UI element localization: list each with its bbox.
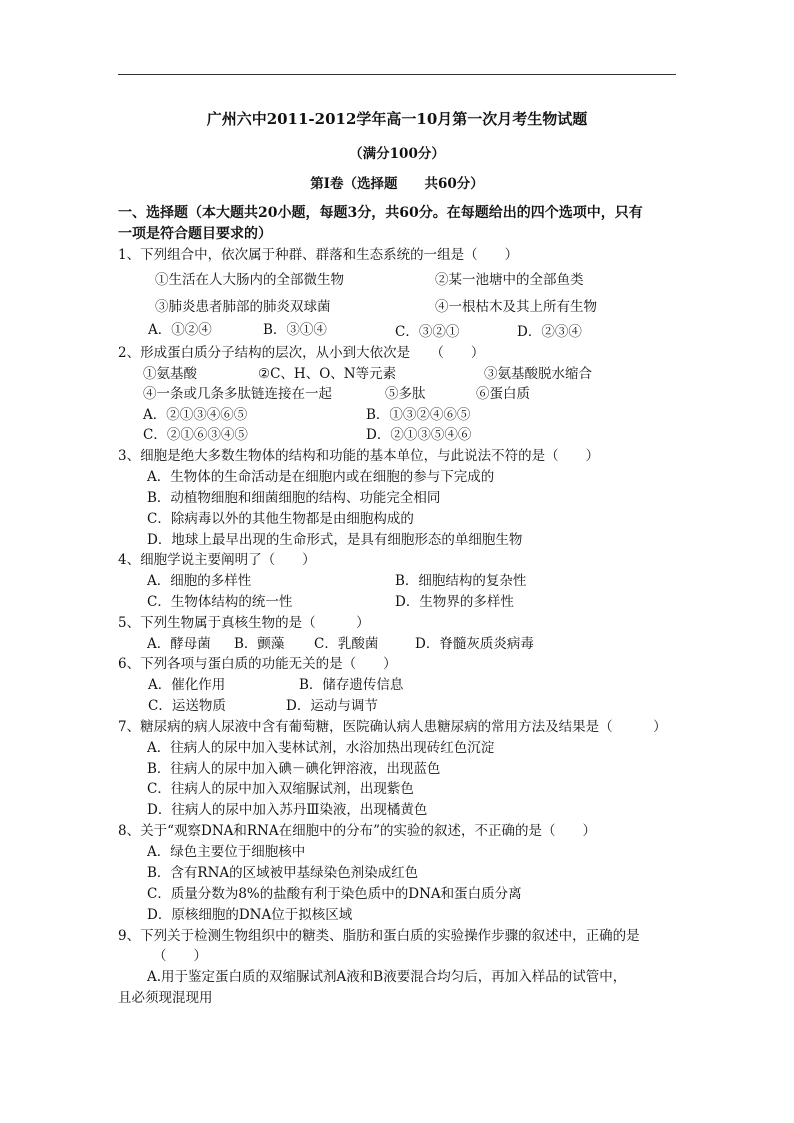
exam-subtitle: （满分100分）: [349, 146, 445, 162]
q7-option-c: C．往病人的尿中加入双缩脲试剂，出现紫色: [147, 781, 414, 797]
q7-option-a: A．往病人的尿中加入斐林试剂，水浴加热出现砖红色沉淀: [147, 740, 495, 756]
q1-option-c: C．③②①: [395, 324, 460, 340]
q2-item-5: ⑤多肽: [385, 386, 426, 402]
q2-item-6: ⑥蛋白质: [476, 386, 530, 402]
q8-option-a: A．绿色主要位于细胞核中: [147, 844, 306, 860]
q2-item-2: ②C、H、O、N等元素: [258, 366, 397, 382]
q8-stem: 8、关于“观察DNA和RNA在细胞中的分布”的实验的叙述，不正确的是（ ）: [118, 823, 597, 839]
q1-option-d: D．②③④: [517, 324, 582, 340]
instructions-line-2: 一项是符合题目要求的）: [118, 226, 272, 242]
instructions-line-1: 一、选择题（本大题共20小题，每题3分，共60分。在每题给出的四个选项中，只有: [118, 205, 643, 221]
q1-item-4: ④一根枯木及其上所有生物: [435, 299, 597, 315]
q3-option-b: B．动植物细胞和细菌细胞的结构、功能完全相同: [147, 490, 441, 506]
q9-option-a-line-1: A.用于鉴定蛋白质的双缩脲试剂A液和B液要混合均匀后，再加入样品的试管中，: [147, 969, 627, 985]
section-heading: 第Ⅰ卷（选择题 共60分）: [310, 176, 484, 192]
q1-option-b: B．③①④: [263, 322, 327, 338]
q9-stem-cont: （ ）: [153, 948, 207, 964]
header-rule: [118, 74, 676, 75]
q1-item-1: ①生活在人大肠内的全部微生物: [155, 272, 344, 288]
q3-option-c: C．除病毒以外的其他生物都是由细胞构成的: [147, 511, 414, 527]
q5-option-d: D．脊髓灰质炎病毒: [415, 636, 534, 652]
q2-item-4: ④一条或几条多肽链连接在一起: [143, 386, 332, 402]
q1-stem: 1、下列组合中，依次属于种群、群落和生态系统的一组是（ ）: [118, 247, 519, 263]
q7-option-d: D．往病人的尿中加入苏丹Ⅲ染液，出现橘黄色: [147, 802, 428, 818]
q8-option-b: B．含有RNA的区域被甲基绿染色剂染成红色: [147, 865, 419, 881]
q2-option-a: A．②①③④⑥⑤: [143, 407, 248, 423]
q4-option-a: A．细胞的多样性: [147, 573, 252, 589]
q3-option-d: D．地球上最早出现的生命形式，是具有细胞形态的单细胞生物: [147, 532, 523, 548]
q5-option-b: B．颤藻: [234, 636, 285, 652]
q1-option-a: A．①②④: [148, 322, 212, 338]
q6-stem: 6、下列各项与蛋白质的功能无关的是（ ）: [118, 656, 397, 672]
q2-option-d: D．②①③⑤④⑥: [366, 427, 472, 443]
q4-option-b: B．细胞结构的复杂性: [395, 573, 527, 589]
q6-option-b: B．储存遗传信息: [299, 677, 404, 693]
q2-item-3: ③氨基酸脱水缩合: [484, 366, 592, 382]
q8-option-d: D．原核细胞的DNA位于拟核区域: [147, 907, 353, 923]
q2-stem: 2、形成蛋白质分子结构的层次，从小到大依次是 （ ）: [118, 345, 485, 361]
q1-item-2: ②某一池塘中的全部鱼类: [435, 272, 584, 288]
q7-option-b: B．往病人的尿中加入碘－碘化钾溶液，出现蓝色: [147, 761, 441, 777]
q1-item-3: ③肺炎患者肺部的肺炎双球菌: [155, 299, 331, 315]
q4-stem: 4、细胞学说主要阐明了（ ）: [118, 552, 316, 568]
q3-option-a: A．生物体的生命活动是在细胞内或在细胞的参与下完成的: [147, 469, 495, 485]
q2-item-1: ①氨基酸: [143, 366, 197, 382]
exam-title: 广州六中2011-2012学年高一10月第一次月考生物试题: [206, 110, 588, 128]
q7-stem: 7、糖尿病的病人尿液中含有葡萄糖，医院确认病人患糖尿病的常用方法及结果是（ ）: [118, 719, 667, 735]
q5-option-a: A．酵母菌: [147, 636, 211, 652]
q8-option-c: C．质量分数为8%的盐酸有利于染色质中的DNA和蛋白质分离: [147, 886, 522, 902]
q4-option-c: C．生物体结构的统一性: [147, 594, 293, 610]
q9-option-a-line-2: 且必须现混现用: [118, 990, 213, 1006]
q2-option-c: C．②①⑥③④⑤: [143, 427, 248, 443]
q6-option-c: C．运送物质: [148, 698, 226, 714]
q9-stem: 9、下列关于检测生物组织中的糖类、脂肪和蛋白质的实验操作步骤的叙述中，正确的是: [118, 928, 640, 944]
q2-option-b: B．①③②④⑥⑤: [366, 407, 471, 423]
q5-option-c: C．乳酸菌: [314, 636, 379, 652]
q5-stem: 5、下列生物属于真核生物的是（ ）: [118, 615, 370, 631]
q4-option-d: D．生物界的多样性: [395, 594, 514, 610]
q6-option-d: D．运动与调节: [286, 698, 378, 714]
q6-option-a: A．催化作用: [148, 677, 226, 693]
q3-stem: 3、细胞是绝大多数生物体的结构和功能的基本单位，与此说法不符的是（ ）: [118, 448, 600, 464]
